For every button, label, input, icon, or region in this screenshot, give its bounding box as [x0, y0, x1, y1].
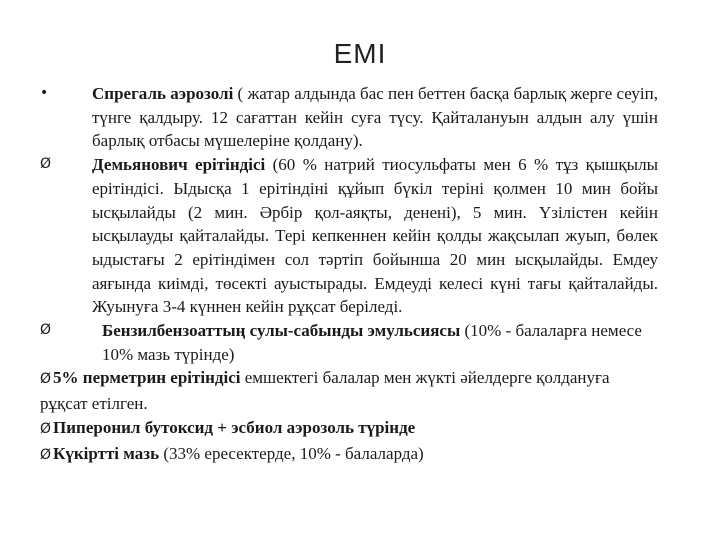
item-desc: (10% - балаларға немесе 10% мазь түрінде) [102, 321, 642, 364]
list-item-piperonyl [40, 416, 658, 442]
arrow-bullet-icon: Ø [40, 446, 52, 463]
list-item-sulfur-ointment [40, 442, 658, 468]
item-desc: (60 % натрий тиосульфаты мен 6 % тұз қышқылы ерітіндісі. Ыдысқа 1 ерітіндіні құйып бүкіл теріні қолмен 10 мин бойы ысқылайды (2 мин. Әрбір қол-аяқты, денені), 5 мин. Үзілістен кейін ысқылауды қайталайды. Тері кепкеннен кейін қолды жақсылап жуып, бөлек ыдыстағы 2 ерітіндімен сол тәртіп бойынша 20 мин ысқылайды. Емдеу аяғында киімді, төсекті ауыстырады. Емдеуді келесі күні тағы қайталайды. Жуынуға 3-4 күннен кейін рұқсат беріледі. [92, 155, 658, 317]
item-desc: емшектегі балалар мен жүкті әйелдерге қолдануға рұқсат етілген. [40, 368, 610, 414]
item-bold: Бензилбензоаттың сулы-сабынды эмульсиясы [102, 321, 461, 341]
list-item-benzylbenzoate [40, 319, 658, 366]
list-item-demyanovich [40, 153, 658, 319]
item-text [40, 82, 658, 153]
list-item-permethrin [40, 366, 658, 415]
item-text [40, 319, 658, 366]
item-bold: Демьянович ерітіндісі [92, 155, 266, 175]
item-bold: Пиперонил бутоксид + эсбиол аэрозоль түрінде [53, 417, 416, 437]
item-bold: Күкіртті мазь [53, 443, 160, 463]
item-bold: Спрегаль аэрозолі [92, 84, 234, 103]
item-bold: 5% перметрин ерітіндісі [53, 368, 241, 388]
list-item-spregal [40, 82, 658, 153]
slide-title: ЕМІ [333, 38, 387, 69]
item-text [40, 153, 658, 319]
arrow-bullet-icon: Ø [40, 420, 52, 437]
arrow-bullet-icon: Ø [40, 371, 52, 388]
item-desc: (33% ересектерде, 10% - балаларда) [159, 443, 424, 463]
arrow-bullet-icon: Ø [40, 322, 52, 339]
bullet-icon: • [40, 85, 49, 101]
slide-body [40, 82, 658, 467]
arrow-bullet-icon: Ø [40, 156, 52, 173]
item-desc: ( жатар алдында бас пен беттен басқа барлық жерге сеуіп, түнге қалдыру. 12 сағаттан кейін суға түсу. Қайталануын алдын алу үшін барлық отбасы мүшелеріне қолдану). [92, 84, 658, 151]
